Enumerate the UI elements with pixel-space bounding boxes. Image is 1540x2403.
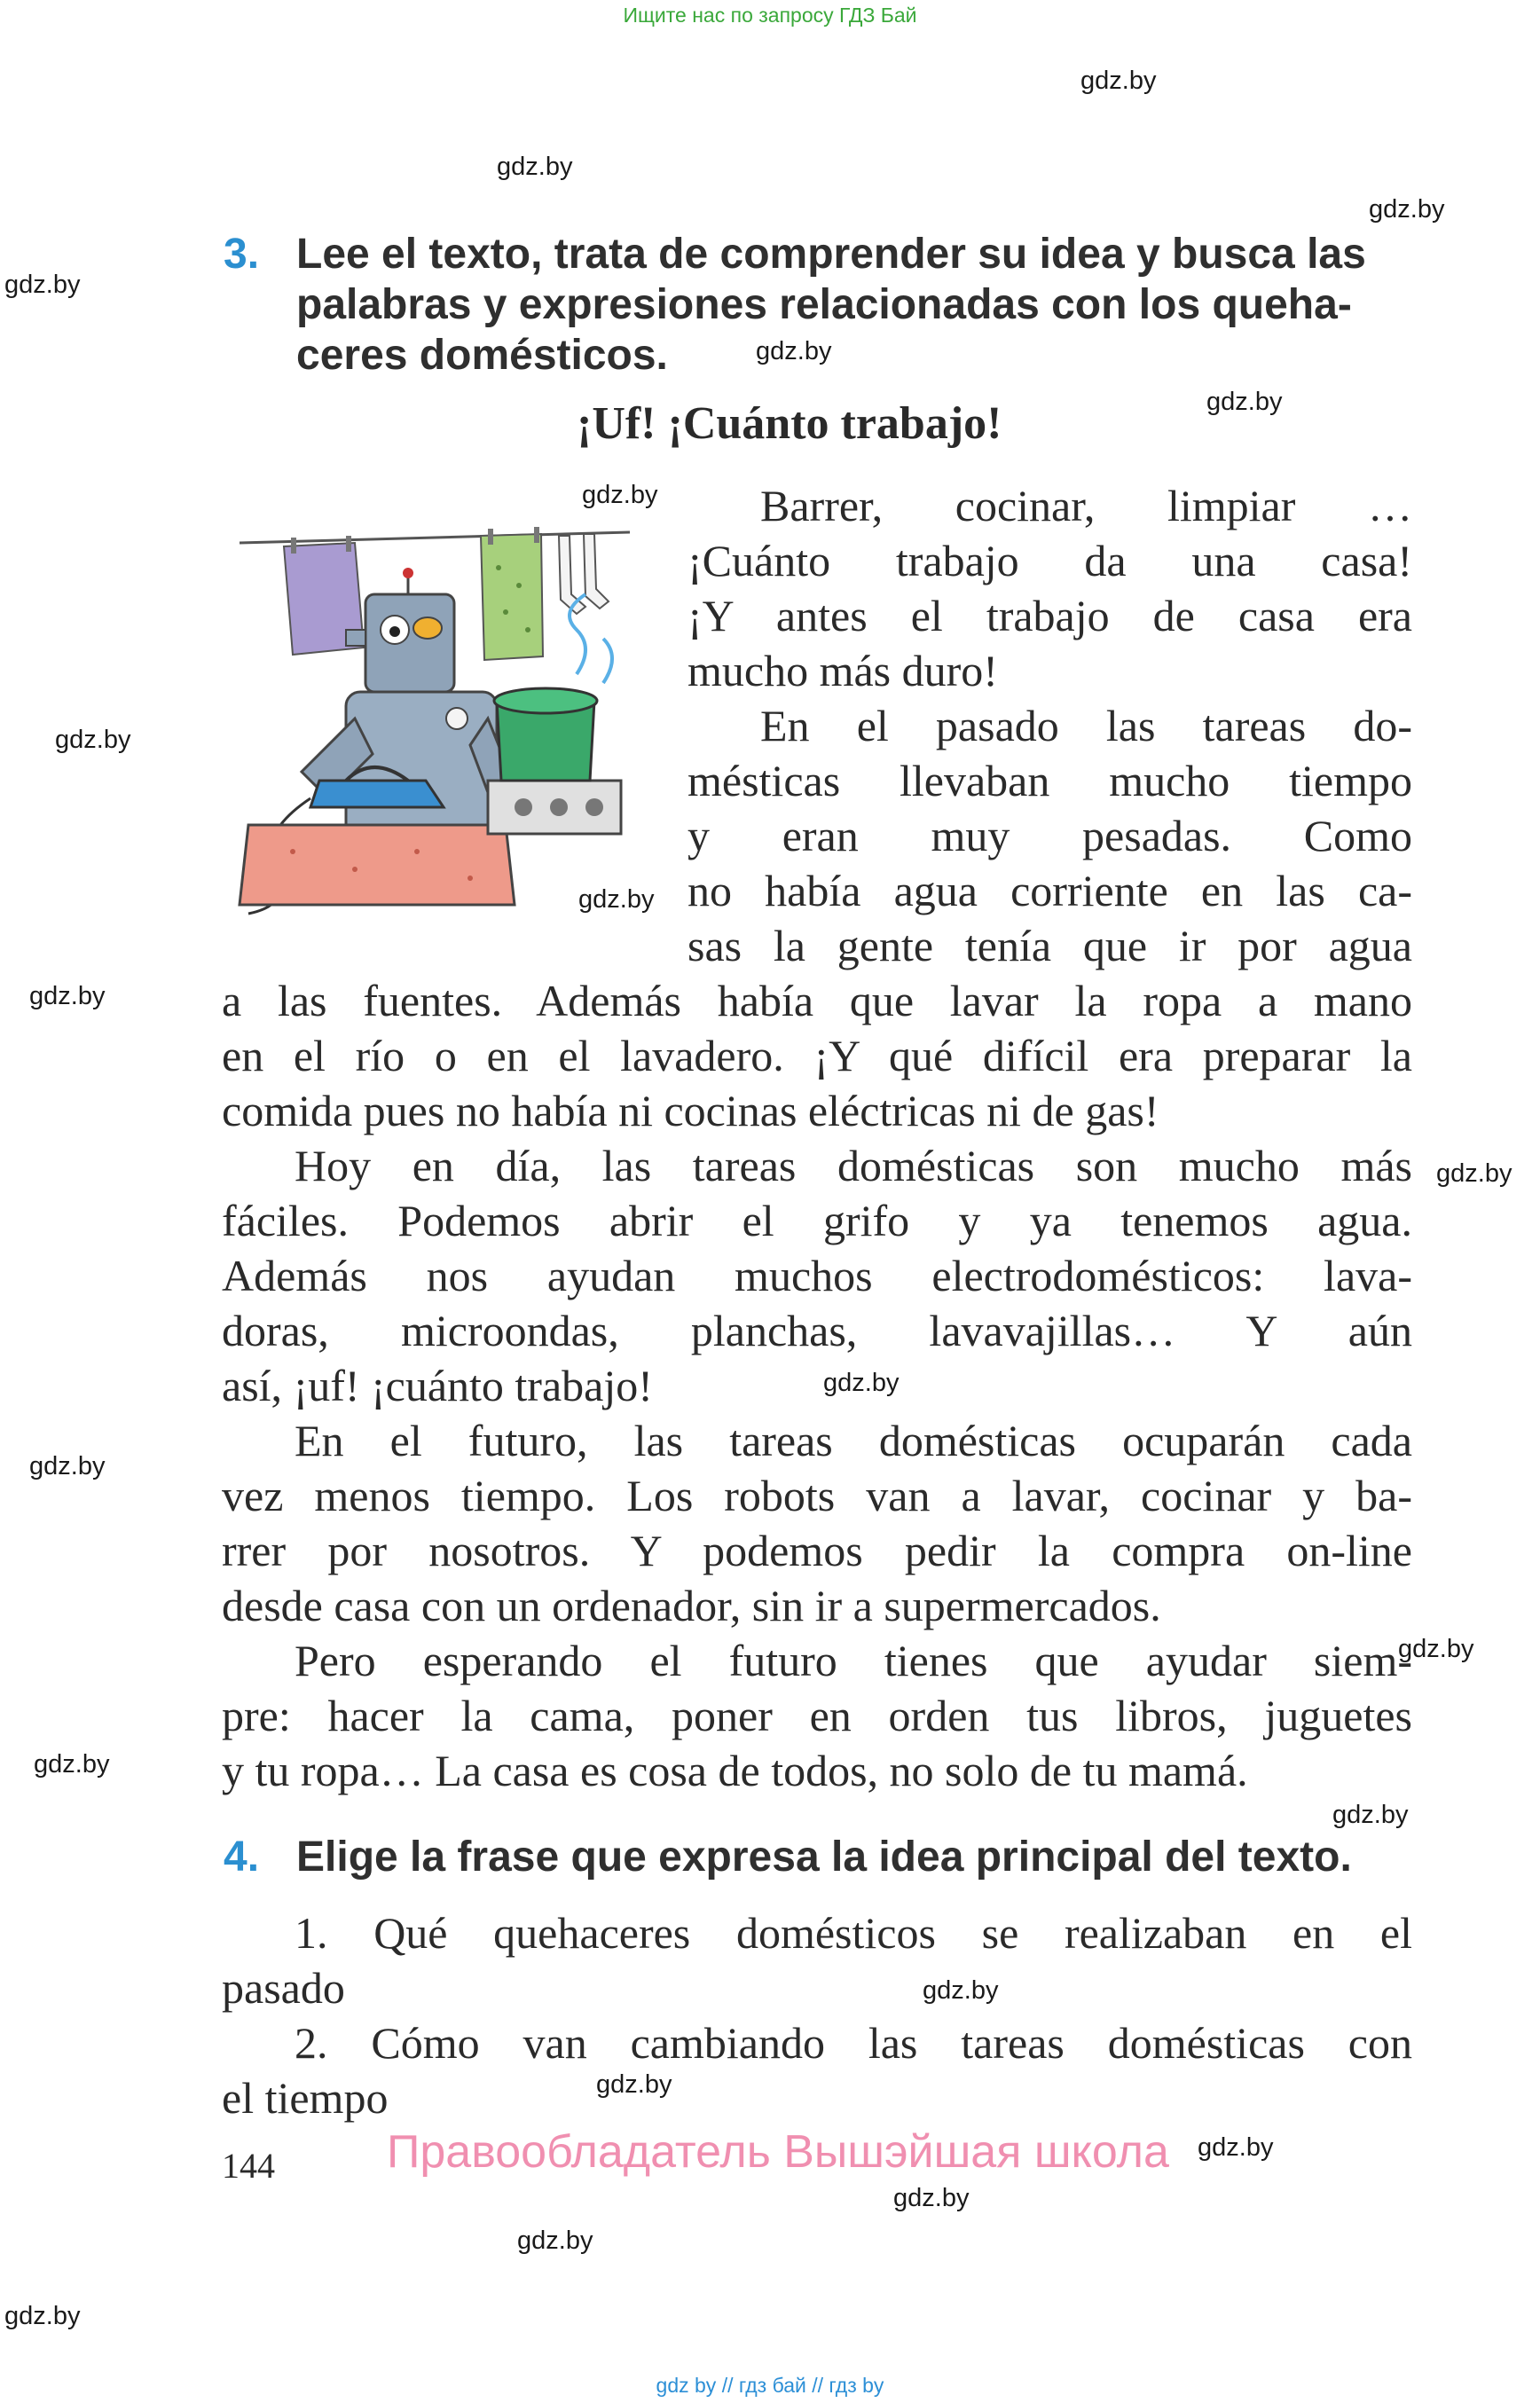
option-line: pasado [222, 1963, 345, 2013]
story-line: así, ¡uf! ¡cuánto trabajo! [222, 1361, 653, 1410]
watermark: gdz.by [1369, 195, 1445, 224]
story-line: sas la gente tenía que ir por agua [688, 921, 1412, 970]
top-banner: Ищите нас по запросу ГДЗ Бай [623, 4, 917, 27]
story-line: mucho más duro! [688, 646, 998, 695]
story-line: fáciles. Podemos abrir el grifo y ya tenemos agua. [222, 1196, 1412, 1245]
story-line: Hoy en día, las tareas domésticas son mucho más [295, 1141, 1412, 1190]
task-4-number: 4. [224, 1834, 260, 1881]
story-line: Además nos ayudan muchos electrodomésticos: lava- [222, 1251, 1412, 1300]
story-line: no había agua corriente en las ca- [688, 866, 1412, 915]
watermark: gdz.by [1080, 67, 1157, 95]
page-number: 144 [222, 2146, 275, 2186]
task-4-text: Elige la frase que expresa la idea principal del texto. [296, 1834, 1352, 1881]
option-line: el tiempo [222, 2073, 389, 2123]
watermark: gdz.by [29, 1452, 106, 1480]
watermark: gdz.by [517, 2226, 593, 2255]
robot-ironing-illustration [222, 514, 648, 923]
watermark: gdz.by [1436, 1159, 1512, 1188]
story-line: vez menos tiempo. Los robots van a lavar, cocinar y ba- [222, 1471, 1412, 1520]
watermark: gdz.by [1206, 388, 1283, 416]
task-4 [224, 1832, 1412, 1882]
story-line: Pero esperando el futuro tienes que ayudar siem- [295, 1636, 1412, 1685]
story-line: en el río o en el lavadero. ¡Y qué difícil era preparar la [222, 1031, 1412, 1080]
watermark: gdz.by [582, 481, 658, 509]
story-line: mésticas llevaban mucho tiempo [688, 756, 1412, 805]
watermark: gdz.by [29, 982, 106, 1010]
story-line: pre: hacer la cama, poner en orden tus libros, juguetes [222, 1691, 1412, 1740]
watermark: gdz.by [923, 1976, 999, 2005]
task-3-line: ceres domésticos. [296, 332, 668, 379]
story-line: En el futuro, las tareas domésticas ocuparán cada [295, 1416, 1412, 1465]
watermark: gdz.by [893, 2184, 970, 2212]
story-title: ¡Uf! ¡Cuánto trabajo! [577, 398, 1002, 449]
story-line: ¡Cuánto trabajo da una casa! [688, 536, 1412, 585]
watermark: gdz.by [578, 885, 655, 914]
task-3 [224, 229, 1412, 381]
story-line: rrer por nosotros. Y podemos pedir la compra on-line [222, 1526, 1412, 1575]
story-line: Barrer, cocinar, limpiar … [760, 481, 1412, 530]
story-line: a las fuentes. Además había que lavar la ropa a mano [222, 976, 1412, 1025]
story-line: comida pues no había ni cocinas eléctricas ni de gas! [222, 1086, 1159, 1135]
story-line: ¡Y antes el trabajo de casa era [688, 591, 1412, 640]
watermark: gdz.by [1398, 1635, 1474, 1663]
watermark: gdz.by [4, 2302, 81, 2330]
watermark: gdz.by [4, 271, 81, 299]
watermark: gdz.by [823, 1369, 900, 1397]
story-line: y tu ropa… La casa es cosa de todos, no solo de tu mamá. [222, 1746, 1248, 1795]
option-line: 2. Cómo van cambiando las tareas domésticas con [295, 2018, 1412, 2068]
watermark: gdz.by [1198, 2133, 1274, 2162]
task-3-line: Lee el texto, trata de comprender su idea y busca las [296, 231, 1366, 278]
story-line: doras, microondas, planchas, lavavajillas… Y aún [222, 1306, 1412, 1355]
option-line: 1. Qué quehaceres domésticos se realizaban en el [295, 1908, 1412, 1958]
watermark: gdz.by [55, 726, 131, 754]
bottom-banner: gdz by // гдз бай // гдз by [656, 2374, 884, 2397]
watermark: gdz.by [497, 153, 573, 181]
watermark: gdz.by [1332, 1801, 1409, 1829]
task-3-number: 3. [224, 231, 260, 278]
task-3-line: palabras y expresiones relacionadas con los queha- [296, 281, 1352, 328]
copyright-owner: Правообладатель Вышэйшая школа [387, 2126, 1169, 2178]
watermark: gdz.by [596, 2070, 672, 2099]
story-line: En el pasado las tareas do- [760, 701, 1412, 750]
watermark: gdz.by [756, 337, 832, 365]
story-line: y eran muy pesadas. Como [688, 811, 1412, 860]
watermark: gdz.by [34, 1750, 110, 1779]
story-line: desde casa con un ordenador, sin ir a supermercados. [222, 1581, 1161, 1630]
